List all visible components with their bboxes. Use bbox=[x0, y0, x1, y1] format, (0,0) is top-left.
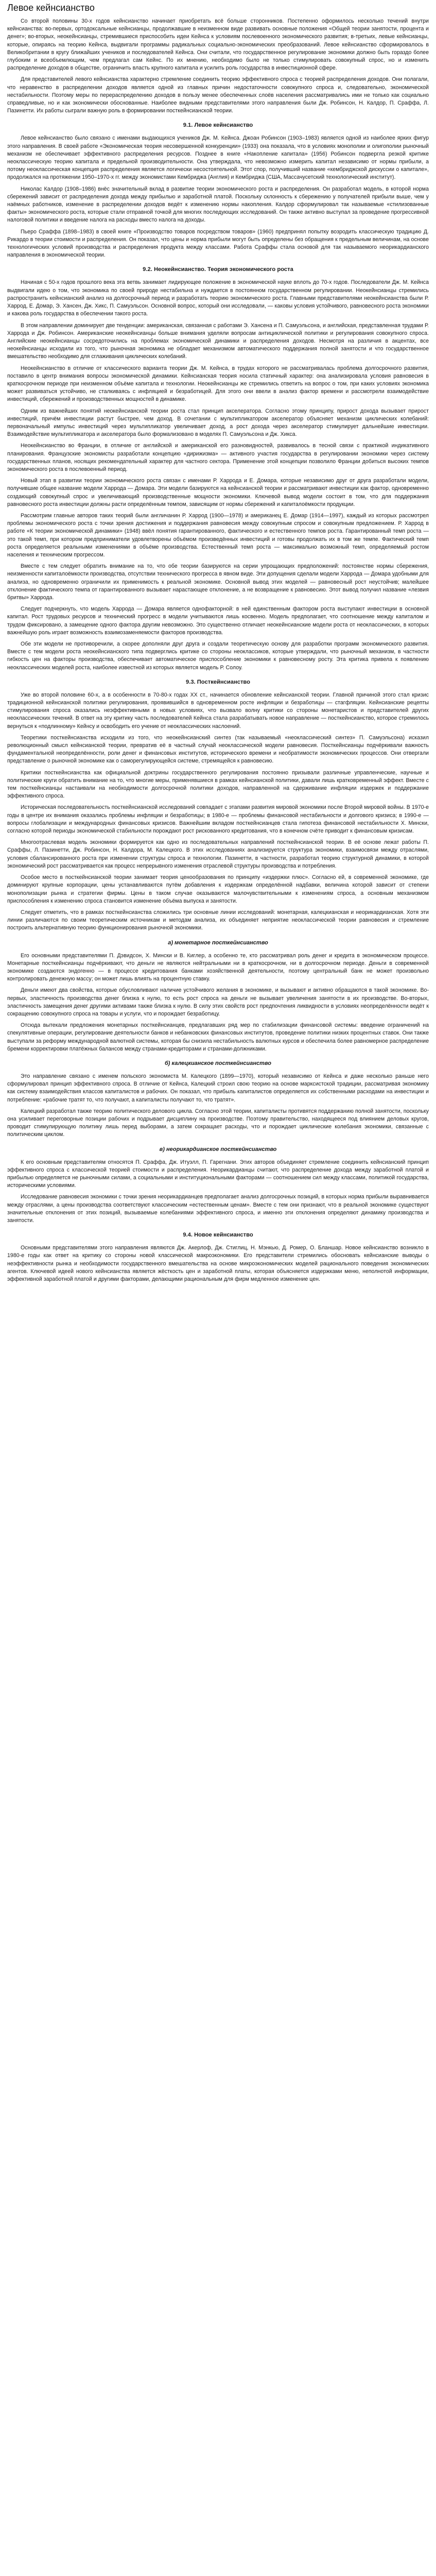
paragraph: Уже во второй половине 60-х, а в особенности в 70-80-х годах XX ст., начинается обновление кейнсианской теории. Главной причиной этого стал кризис традиционной кейнсианской политики регулирования, проявившийся в одновременном росте инфляции и безработицы — стагфляции. Кейнсианские рецепты стимулирования спроса оказались неэффективными в новых условиях, что вызвало волну критики со стороны монетаристов и представителей других неоклассических течений. В ответ на эту критику часть последователей Кейнса стала разрабатывать новое направление — посткейнсианство, которое стремилось вернуться к «подлинному» Кейнсу и освободить его учение от неоклассических наслоений. bbox=[7, 691, 429, 730]
paragraph: Историческая последовательность посткейнсианской исследований совпадает с этапами развития мировой экономики после Второй мировой войны. В 1970-е годы в центре их внимания оказались проблемы инфляции и безработицы; в 1980-е — проблемы финансовой нестабильности и долгового кризиса; в 1990-е — вопросы глобализации и международных финансовых кризисов. Важнейшим вкладом посткейнсианцев стала гипотеза финансовой нестабильности Х. Мински, согласно которой периоды экономической стабильности порождают рост рискованного кредитования, что в конечном счёте приводит к финансовым кризисам. bbox=[7, 804, 429, 835]
paragraph: Начиная с 50-х годов прошлого века эта ветвь занимает лидирующее положение в экономической науке вплоть до 70-х годов. Последователи Дж. М. Кейнса выдвигали идею о том, что экономика по своей природе нестабильна и нуждается в постоянном государственном регулировании. Неокейнсианцы стремились распространить кейнсианский анализ на долгосрочный период и разработать теорию экономического роста. Главными представителями неокейнсианства были Р. Харрод, Е. Домар, Э. Хансен, Дж. Хикс, П. Самуэльсон. Основной вопрос, который они исследовали, — каковы условия устойчивого, равновесного роста экономики и какова роль государства в обеспечении такого роста. bbox=[7, 279, 429, 317]
paragraph: Теоретики посткейнсианства исходили из того, что неокейнсианский синтез (так называемый «неоклассический синтез» П. Самуэльсона) исказил революционный смысл кейнсианской теории, превратив её в частный случай неоклассической модели равновесия. Посткейнсианцы подчёркивали важность фундаментальной неопределённости, роли денег и финансовых институтов, исторического времени и необратимости экономических процессов. Они отвергали представление о рыночной экономике как о саморегулирующейся системе, стремящейся к равновесию. bbox=[7, 734, 429, 765]
subsection-heading: а) монетарное посткейнсианство bbox=[168, 939, 268, 946]
paragraph: Неокейнсианство в отличие от классического варианта теории Дж. М. Кейнса, в трудах которого не рассматривалась проблема долгосрочного развития, поставило в центр внимания вопросы экономической динамики. Кейнсианская теория носила статичный характер: она анализировала условия равновесия в краткосрочном периоде при неизменном объёме капитала и технологии. Неокейнсианцы же стремились ответить на вопрос о том, при каких условиях экономика может развиваться устойчиво, не сталкиваясь с инфляцией и безработицей. Для этого они ввели в анализ фактор времени и рассмотрели взаимодействие инвестиций, сбережений и производственных мощностей в динамике. bbox=[7, 365, 429, 403]
paragraph: Новый этап в развитии теории экономического роста связан с именами Р. Харрода и Е. Домара, которые независимо друг от друга разработали модели, получившие общее название модели Харрода — Домара. Эти модели базируются на кейнсианской теории и рассматривают инвестиции как фактор, одновременно создающий совокупный спрос и увеличивающий производственные мощности экономики. Ключевой вывод модели состоит в том, что для поддержания равновесного роста инвестиции должны расти определённым темпом, зависящим от нормы сбережений и капиталоёмкости продукции. bbox=[7, 478, 429, 507]
section-heading: 9.1. Левое кейнсианство bbox=[183, 122, 253, 129]
paragraph: Левое кейнсианство было связано с именами выдающихся учеников Дж. М. Кейнса. Джоан Робинсон (1903–1983) является одной из наиболее ярких фигур этого направления. В своей работе «Экономическая теория несовершенной конкуренции» (1933) она показала, что в условиях монополии и олигополии рыночный механизм не обеспечивает эффективного распределения ресурсов. Позднее в книге «Накопление капитала» (1956) Робинсон подвергла резкой критике неоклассическую теорию капитала и предельной производительности. Она утверждала, что невозможно измерить капитал независимо от нормы прибыли, а потому неоклассическая концепция распределения является логически несостоятельной. Этот спор, получивший название «кембриджской дискуссии о капитале», продолжался на протяжении 1950–1970-х гг. между экономистами Кембриджа (Англия) и Кембриджа (США, Массачусетский технологический институт). bbox=[7, 135, 429, 181]
section-heading: 9.4. Новое кейнсианство bbox=[183, 1232, 253, 1239]
paragraph: Деньги имеют два свойства, которые обусловливают наличие устойчивого желания в экономике, и вызывают и активно обращаются в такой экономике. Во-первых, эластичность производства денег близка к нулю, то есть рост спроса на деньги не вызывает увеличения занятости в их производстве. Во-вторых, эластичность замещения денег другими активами также близка к нулю. В силу этих свойств рост предпочтения ликвидности в условиях неопределённости ведёт к сокращению совокупного спроса на товары и услуги, что и порождает безработицу. bbox=[7, 987, 429, 1017]
paragraph: Его основными представителями П. Дэвидсон, Х. Мински и В. Киглер, а особенно те, кто рассматривал роль денег и кредита в экономическом процессе. Монетарные посткейнсианцы подчёркивают, что деньги не являются нейтральными ни в краткосрочном, ни в долгосрочном периоде. Деньги в современной экономике создаются эндогенно — в процессе кредитования банками хозяйственной деятельности, поэтому центральный банк не может произвольно контролировать денежную массу; он может лишь влиять на процентную ставку. bbox=[7, 952, 429, 982]
section-heading: 9.2. Неокейнсианство. Теория экономического роста bbox=[143, 266, 293, 273]
paragraph: Особое место в посткейнсианской теории занимает теория ценообразования по принципу «издержки плюс». Согласно ей, в современной экономике, где доминируют крупные корпорации, цены устанавливаются путём добавления к издержкам определённой надбавки, величина которой зависит от степени монополизации рынка и стратегии фирмы. Цены в таком случае оказываются малочувствительными к изменениям спроса, а основным механизмом приспособления к изменению спроса становится изменение объёма выпуска и занятости. bbox=[7, 874, 429, 904]
paragraph: Основными представителями этого направления являются Дж. Акерлоф, Дж. Стиглиц, Н. Мэнкью, Д. Ромер, О. Бланшар. Новое кейнсианство возникло в 1980-е годы как ответ на критику со стороны новой классической макроэкономики. Его представители стремились обосновать кейнсианские выводы о неэффективности рынка и необходимости государственного вмешательства на основе микроэкономических моделей рационального поведения экономических агентов. Ключевой идеей нового кейнсианства является жёсткость цен и заработной платы, которая объясняется издержками меню, неполнотой информации, эффективной заработной платой и другими факторами, делающими рациональным для фирм медленное изменение цен. bbox=[7, 1245, 429, 1283]
paragraph: Вместе с тем следует обратить внимание на то, что обе теории базируются на серии упрощающих предположений: постоянстве нормы сбережения, неизменности капиталоёмкости производства, отсутствии технического прогресса в явном виде. Эти допущения сделали модели Харрода — Домара удобными для анализа, но одновременно ограничили их применимость к реальной экономике. Основной вывод этих моделей — равновесный рост неустойчив; малейшее отклонение фактического темпа от гарантированного вызывает нарастающее отклонение, а не возвращение к равновесию. Этот вывод получил название «лезвия бритвы» Харрода. bbox=[7, 563, 429, 601]
paragraph: В этом направлении доминирует две тенденции: американская, связанная с работами Э. Хансена и П. Самуэльсона, и английская, представленная трудами Р. Харрода и Дж. Робинсон. Американские неокейнсианцы больше внимания уделяли вопросам антициклической политики и регулирования совокупного спроса. Английские неокейнсианцы сосредоточились на проблемах экономической динамики и распределения доходов. Несмотря на различия в акцентах, все неокейнсианцы исходили из того, что рыночная экономика не обладает механизмом автоматического поддержания полной занятости и что государственное вмешательство необходимо для сглаживания циклических колебаний. bbox=[7, 322, 429, 360]
paragraph: Одним из важнейших понятий неокейнсианской теории роста стал принцип акселератора. Согласно этому принципу, прирост дохода вызывает прирост инвестиций, причём инвестиции растут быстрее, чем доход. В сочетании с мультипликатором акселератор объясняет механизм циклических колебаний: первоначальный импульс инвестиций через мультипликатор увеличивает доход, а рост дохода через акселератор стимулирует дальнейшие инвестиции. Взаимодействие мультипликатора и акселератора было формализовано в моделях П. Самуэльсона и Дж. Хикса. bbox=[7, 408, 429, 438]
paragraph: Многоотраслевая модель экономики формируется как одно из последовательных направлений посткейнсианской теории. В её основе лежат работы П. Сраффы, Л. Пазинетти, Дж. Робинсон, Н. Калдора, М. Калецкого. В этих исследованиях анализируется структура экономики, взаимосвязи между отраслями, условия сбалансированного роста при изменении структуры спроса и технологии. Пазинетти, в частности, разработал теорию структурной динамики, в которой экономический рост рассматривается как процесс непрерывного изменения отраслевой структуры производства и потребления. bbox=[7, 839, 429, 869]
paragraph: Следует подчеркнуть, что модель Харрода — Домара является однофакторной: в ней единственным фактором роста выступают инвестиции в основной капитал. Рост трудовых ресурсов и технический прогресс в модели учитываются лишь косвенно. Модель предполагает, что соотношение между капиталом и трудом фиксировано, а замещение одного фактора другим невозможно. Это существенно отличает неокейнсианские модели роста от неоклассических, в которых важнейшую роль играет возможность взаимозаменяемости факторов производства. bbox=[7, 606, 429, 636]
section-heading: 9.3. Посткейнсианство bbox=[186, 679, 250, 685]
paragraph: К его основным представителям относятся П. Сраффа, Дж. Итуэлл, П. Гарегнани. Этих авторов объединяет стремление соединить кейнсианский принцип эффективного спроса с классической теорией стоимости и распределения. Неорикардианцы считают, что распределение дохода между заработной платой и прибылью определяется не рыночными силами, а социальными и институциональными факторами — соотношением сил между классами, политикой государства, историческими условиями. bbox=[7, 1159, 429, 1189]
paragraph: Калецкий разработал также теорию политического делового цикла. Согласно этой теории, капиталисты противятся поддержанию полной занятости, поскольку она усиливает переговорные позиции рабочих и подрывает дисциплину на производстве. Поэтому правительство, находящееся под влиянием деловых кругов, проводит стимулирующую политику лишь перед выборами, а затем сокращает расходы, что и порождает циклические колебания экономики, связанные с политическим циклом. bbox=[7, 1108, 429, 1138]
page-title: Левое кейнсианство bbox=[7, 3, 95, 13]
paragraph: Отсюда вытекали предложения монетарных посткейнсианцев, предлагавших ряд мер по стабилизации финансовой системы: введение ограничений на спекулятивные операции, регулирование деятельности банков и небанковских финансовых институтов, проведение политики низких процентных ставок. Они также выступали за реформу международной валютной системы, которая бы снизила нестабильность валютных курсов и обеспечила более равномерное распределение бремени корректировки платёжных балансов между странами-кредиторами и странами-должниками. bbox=[7, 1022, 429, 1052]
paragraph: Критики посткейнсианства как официальной доктрины государственного регулирования постоянно призывали различные управленческие, научные и политические круги обратить внимание на то, что многие меры, применявшиеся в рамках кейнсианской политики, давали лишь кратковременный эффект. Вместе с тем посткейнсианцы настаивали на необходимости долгосрочной политики доходов, направленной на сдерживание инфляции издержек и поддержание эффективного спроса. bbox=[7, 769, 429, 800]
paragraph: Для представителей левого кейнсианства характерно стремление соединить теорию эффективного спроса с теорией распределения доходов. Они полагали, что неравенство в распределении доходов является одной из главных причин недостаточности совокупного спроса и, следовательно, экономической нестабильности. Поэтому меры по перераспределению доходов в пользу менее обеспеченных слоёв населения рассматривались ими не только как социально справедливые, но и как экономически обоснованные. Наиболее видными представителями этого направления были Дж. Робинсон, Н. Калдор, П. Сраффа, Л. Пазинетти. Их работы сыграли важную роль в формировании посткейнсианской теории. bbox=[7, 76, 429, 114]
document-body bbox=[7, 18, 429, 1283]
paragraph: Николас Калдор (1908–1986) внёс значительный вклад в развитие теории экономического роста и распределения. Он разработал модель, в которой норма сбережений зависит от распределения дохода между прибылью и заработной платой. Поскольку склонность к сбережению у получателей прибыли выше, чем у наёмных работников, изменение в распределении доходов ведёт к изменению нормы накопления. Калдор сформулировал так называемые «стилизованные факты» экономического роста, которые стали отправной точкой для многих последующих исследований. Он также активно выступал за проведение прогрессивной налоговой политики и введение налога на расходы вместо налога на доходы. bbox=[7, 185, 429, 224]
subsection-heading: б) калецкианское посткейнсианство bbox=[164, 1060, 272, 1066]
paragraph: Со второй половины 30-х годов кейнсианство начинает приобретать всё больше сторонников. Постепенно оформилось несколько течений внутри кейнсианства: во-первых, ортодоксальные кейнсианцы, продолжавшие в неизменном виде развивать основные положения «Общей теории занятости, процента и денег»; во-вторых, неокейнсианцы, стремившиеся приспособить идеи Кейнса к условиям послевоенного экономического развития; в-третьих, левые кейнсианцы, которые, опираясь на теорию Кейнса, выдвигали программы радикальных социально-экономических преобразований. Левое кейнсианство сформировалось в Великобритании в кругу ближайших учеников и последователей Кейнса. Они считали, что государственное регулирование экономики должно быть гораздо более глубоким и всеобъемлющим, чем предлагал сам Кейнс. По их мнению, необходимо было не только стимулировать совокупный спрос, но и изменить распределение доходов в обществе, ограничить власть крупного капитала и усилить роль государства в инвестиционной сфере. bbox=[7, 18, 429, 72]
paragraph: Исследование равновесия экономики с точки зрения неорикардианцев предполагает анализ долгосрочных позиций, в которых норма прибыли выравнивается между отраслями, а цены производства соответствуют классическим «естественным ценам». Вместе с тем они признают, что в реальной экономике существуют значительные отклонения от этих позиций, вызываемые колебаниями эффективного спроса, и именно эти отклонения определяют динамику производства и занятости. bbox=[7, 1194, 429, 1224]
paragraph: Обе эти модели не противоречили, а скорее дополняли друг друга и создали теоретическую основу для разработки программ экономического развития. Вместе с тем модели роста неокейнсианского типа подверглись критике со стороны неоклассиков, которые утверждали, что рыночный механизм, в частности гибкость цен на факторы производства, обеспечивает автоматическое приспособление экономики к равновесному росту. Эта критика привела к появлению неоклассических моделей роста, наиболее известной из которых является модель Р. Солоу. bbox=[7, 641, 429, 671]
paragraph: Пьеро Сраффа (1898–1983) в своей книге «Производство товаров посредством товаров» (1960) предпринял попытку возродить классическую традицию Д. Рикардо в теории стоимости и распределения. Он показал, что цены и норма прибыли могут быть определены без обращения к предельным величинам, на основе технологических условий производства и распределения продукта между классами. Работа Сраффы стала основой для так называемого неорикардианского направления в экономической теории. bbox=[7, 228, 429, 259]
subsection-heading: в) неорикардианское посткейнсианство bbox=[159, 1146, 277, 1153]
paragraph: Это направление связано с именем польского экономиста М. Калецкого (1899—1970), который независимо от Кейнса и даже несколько раньше него сформулировал принцип эффективного спроса. В отличие от Кейнса, Калецкий строил свою теорию на основе марксистской традиции, рассматривая экономику как систему взаимодействия классов капиталистов и рабочих. Он показал, что прибыль капиталистов определяется их собственными расходами на инвестиции и потребление: «рабочие тратят то, что получают, а капиталисты получают то, что тратят». bbox=[7, 1073, 429, 1103]
paragraph: Неокейнсианство во Франции, в отличие от английской и американской его разновидностей, развивалось в тесной связи с практикой индикативного планирования. Французские экономисты разработали концепцию «дирижизма» — активного участия государства в регулировании экономики через систему государственных планов, носящих рекомендательный характер для частного сектора. Применение этой концепции позволило Франции добиться высоких темпов экономического роста в послевоенный период. bbox=[7, 443, 429, 472]
paragraph: Следует отметить, что в рамках посткейнсианства сложились три основные линии исследований: монетарная, калецкианская и неорикардианская. Хотя эти линии различаются по своим теоретическим источникам и методам анализа, их объединяет неприятие неоклассической теории равновесия и стремление построить альтернативную теорию функционирования рыночной экономики. bbox=[7, 909, 429, 931]
paragraph: Рассмотрим главные авторов таких теорий были англичанин Р. Харрод (1900—1978) и американец Е. Домар (1914—1997), каждый из которых рассмотрел проблемы экономического роста с точки зрения достижения и поддержания равновесия между совокупным спросом и совокупным предложением. Р. Харрод в работе «К теории экономической динамики» (1948) ввёл понятия гарантированного, фактического и естественного темпов роста. Гарантированный темп роста — это такой темп, при котором предприниматели удовлетворены объёмом произведённых инвестиций и готовы продолжать их в том же темпе. Фактический темп роста определяется реальными изменениями в объёме производства. Естественный темп роста — максимально возможный темп, определяемый ростом населения и техническим прогрессом. bbox=[7, 512, 429, 558]
